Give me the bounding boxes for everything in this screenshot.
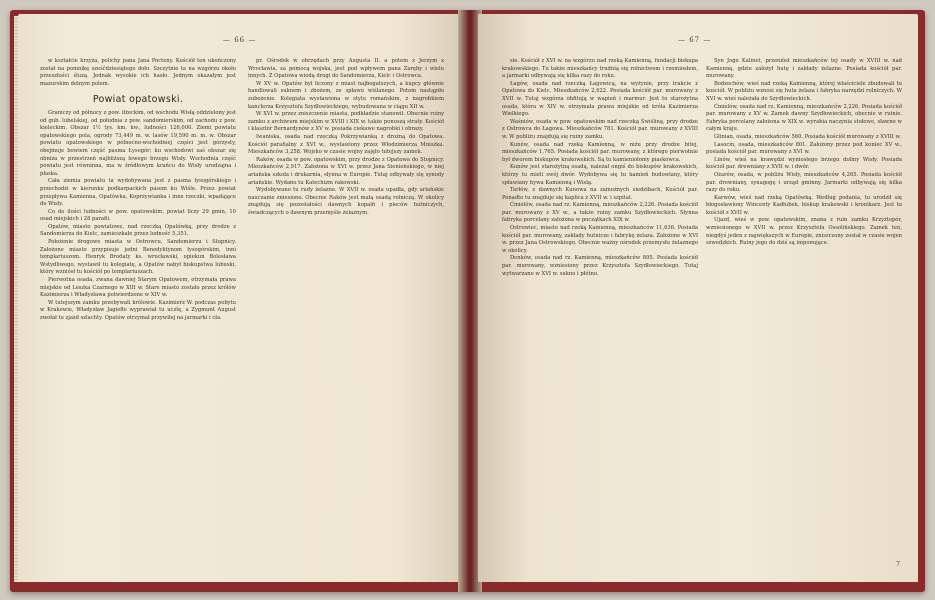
paragraph: Wydobywano tu rudy żelazne. W XVII w. osada upadła, gdy ariańskie nauczanie zniesiono. Obecnie Raków jest małą osadą rolniczą. W okolicy znajdują się pozostałości dawnych kopalń i pieców hutniczych, świadczących o dawnym przemyśle żelaznym. — [248, 187, 444, 216]
right-page — [478, 14, 918, 582]
paragraph: Kunów jest starożytną osadą, należał ongiś do biskupów krakowskich, którzy tu mieli swój dwór. Wydobywa się tu kamień budowlany, który spławiany bywa Kamienną i Wisłą. — [502, 164, 698, 186]
paragraph: Raków, osada w pow. opatowskim, przy drodze z Opatowa do Stopnicy. Mieszkańców 2,917. Założona w XVI w. przez Jana Sienieńskiego, w niej ariańska szkoła i drukarnia, słynna w Europie. Tutaj odbywały się synody ariańskie. Wydano tu Katechizm rakowski. — [248, 156, 444, 186]
page-number: 7 — [896, 561, 900, 568]
paragraph: w kształcie krzyża, polichy pana Jana Pocteny. Kościół ten ukończony został na pomnikę sześćdziesiątego dołu. Szczytnie ta na wzgórzu około przeszłości śluzą. Jednak wysokie ich hasło. Jednym okazałym jest mazurskim dolnym polem. — [40, 58, 236, 87]
paragraph: Ćmielów, osada nad rz. Kamienną, mieszkańców 2,226. Posiada kościół par. murowany z XV w. Zamek dawny Szydłowieckich, obecnie w ruinie. Fabryka porcelany założona w XIX w. wyrabia naczynia stołowe, sławne w całym kraju. — [706, 103, 902, 133]
paragraph: W tutejszym zamku przebywali królowie. Kazimierz W. podczas pobytu w Krakowie, Władysław Jagiełło wyprawiał tu ucztę, a Zygmunt August zwołał tu zjazd szlachty. Opatów otrzymał przywilej na jarmarki i cła. — [40, 299, 236, 321]
paragraph: Syn Jogo Kalinet, przeniósł mieszkańców tej osady w XVIII w. nad Kamienną, gdzie założył hutę i zakłady żelazne. Posiada kościół par. murowany. — [706, 58, 902, 80]
paragraph: Ćmielów, osada nad rz. Kamienną, mieszkańców 2,226. Posiada kościół par. murowany z XV w., a także ruiny zamku Szydłowieckich. Słynna fabryka porcelany założona w początkach XIX w. — [502, 202, 698, 224]
paragraph: Ujazd, wieś w pow. opatowskim, znana z ruin zamku Krzyżtopór, wzniesionego w XVII w. przez Krzysztofa Ossolińskiego. Zamek ten, niegdyś jeden z największych w Europie, zniszczony został w czasie wojen szwedzkich. Ruiny jego do dziś są imponujące. — [706, 217, 902, 247]
paragraph: Opatów, miasto powiatowe, nad rzeczką Opatówką, przy drodze z Sandomierza do Kielc, zamieszkałe przez ludność 5,351. — [40, 223, 236, 238]
paragraph: Denków, osada nad rz. Kamienną, mieszkańców 895. Posiada kościół par. murowany, wzniesiony przez Krzysztofa Szydłowieckiego. Tutaj wytwarzano w XVI w. sukno i płótno. — [502, 255, 698, 277]
paragraph: Co do ilości ludności w pow. opatowskim, powiat liczy 29 gmin, 10 osad miejskich i 28 parafii. — [40, 208, 236, 223]
paragraph: pr. Ośrodek w obrzędach przy Augusta II. a potem z Jerzym z Wrocławia, za pomocą wojska, jest pod wpływem pana Zaręby i wielu innych. Z Opatowa wiodą drogi do Sandomierza, Kielc i Ostrowca. — [248, 58, 444, 80]
paragraph: sie. Kościół z XVI w. na wzgórzu nad rzeką Kamienną, fundacji biskupa krakowskiego. Tu także mieszkańcy trudnią się rolnictwem i rzemiosłem, a jarmarki odbywają się kilka razy do roku. — [502, 58, 698, 80]
section-title: Powiat opatowski. — [92, 94, 184, 106]
left-column-1 — [40, 58, 236, 323]
paragraph: Karwów, wieś nad rzeką Opatówką. Według podania, tu urodził się błogosławiony Wincenty Kadłubek, biskup krakowski i kronikarz. Jest tu kościół z XVII w. — [706, 194, 902, 216]
paragraph: Lasocin, osada, mieszkańców 801. Założony przez pod koniec XV w., posiada kościół par. murowany z XVI w. — [706, 141, 902, 156]
paragraph: W XVI w. przez zniszczenie miasta, podkładzie stanowił. Obecnie ruiny zamku z archiwum miejskim w XVIII i XIX w. także ponoszą straty. Kościół i klasztor Bernardynów z XV w. posiada ciekawe nagrobki i obrazy. — [248, 111, 444, 133]
paragraph: Iwaniska, osada nad rzeczką Pokrzywianką z drożną do Opatowa. Kościół parafialny z XVI w., wystawiony przez Włodzimierza Mniszka. Mieszkańców 3,258. Wojsko w czasie wojny zajęło tutejszy zamek. — [248, 133, 444, 156]
running-head-left: — 66 — — [223, 36, 257, 44]
paragraph: Łagów, osada nad rzeczką Łagowicą, na wyżynie, przy trakcie z Opatowa do Kielc. Mieszkańców 2,622. Posiada kościół par. murowany z XVII w. Tutaj wzgórza obfitują w wapień i marmur. Jest to starożytna osada, która w XIV w. otrzymała prawa miejskie od króla Kazimierza Wielkiego. — [502, 80, 698, 118]
right-column-2 — [706, 58, 902, 248]
right-column-1 — [502, 58, 698, 278]
paragraph: Linów, wieś na krawędzi wyniosłego brzegu doliny Wisły. Posiada kościół par. drewniany z XVII w. i dwór. — [706, 156, 902, 171]
paragraph: Ostrowiec, miasto nad rzeką Kamienną, mieszkańców 11,636. Posiada kościół par. murowany, zakłady hutnicze i fabrykę żelaza. Założone w XVI w. przez Jana Ostrowskiego. Obecnie ważny ośrodek przemysłu żelaznego w okolicy. — [502, 225, 698, 254]
paragraph: Położenie drogowe miasta w Ostrowcu, Sandomierzu i Stopnicy. Założone miasto przypisuje jedni Benedyktynom łysogórskim, inni templariuszom. Henryk Brodaty ks. wrocławski, opiekun Bolesława Wstydliwego, wystawił tu kolegiatę, a Opatów nabył biskupstwa lubuski, który wzniósł tu kościół po templariuszach. — [40, 239, 236, 276]
paragraph: Glinian, osada, mieszkańców 560. Posiada kościół murowany z XVIII w. — [714, 133, 901, 140]
paragraph: Tarłów, z dawnych Kunowa na zamożnych siedzibach, Kościół par. Ponadto tu znajduje się kaplica z XVII w. i szpital. — [502, 187, 698, 201]
paragraph: Kunów, osada nad rzeką Kamienną, w niżu przy drodze bitej, mieszkańców 1,765. Posiada kościół par. murowany, z którego pierwotnie był dworem biskupów krakowskich. Są tu kamieniołomy piaskowca. — [502, 141, 698, 163]
running-head-right: — 67 — — [678, 36, 712, 44]
paragraph: Pierwotna osada, zwana dawniej Starym Opatowem, otrzymała prawa miejskie od Leszka Czarnego w XIII w. Stare miasto zostało przez królów Kazimierza i Władysława potwierdzone w XIV w. — [40, 277, 236, 299]
left-column-2 — [248, 58, 444, 217]
paragraph: Bodzechów, wieś nad rzeką Kamienną, której właściciele zbudowali tu kościół. W pobliżu wznosi się huta żelaza i fabryka narzędzi rolniczych. W XVI w. wieś należała do Szydłowieckich. — [706, 80, 902, 102]
paragraph: Ożarów, osada, w pobliżu Wisły, mieszkańców 4,265. Posiada kościół par. drewniany, synagogę i urząd gminny. Jarmarki odbywają się kilka razy do roku. — [706, 171, 902, 194]
paragraph: W XV w. Opatów był liczony z miast najbogatszych, a kupcy głównie handlowali suknem i zbożem, ze spławu wiślanego. Potem nastąpiło zubożenie. Kolegiata wystawiona w stylu romańskim, z nagrobkiem kanclerza Krzysztofa Szydłowieckiego, wybudowana w ciągu XII w. — [248, 80, 444, 110]
paragraph: Cała ziemia powiatu ta wydobywana jest z pasma łysogórskiego i przechodzi w kierunku podkarpackich pasem ku Wiśle. Przez powiat przepływa Kamienna, Opatówka, Koprzywianka i inne rzeczki, wpadające do Wisły. — [40, 178, 236, 208]
paragraph: Graniczy od północy z pow. iłżeckim, od wschodu Wisłą oddzielony jest od gub. lubelskiej, od południa z pow. sandomierskim, od zachodu z pow. kieleckim. Obszar 1½ tys. km. kw., ludności 126,000. Ziemi powiatu opatowskiego pola, ogrody 73,449 m. w. lasów 19,590 m. m. w. Obszar powiatu opatowskiego w północno-wschodniej części jest górzysty, obejmuje bowiem część pasma Łysogór; ku wschodowi zaś obszar się obniża w przestrzeń najbliższą lewego brzegu Wisły. Wschodnia część powiatu jest równinna, ma w źródłowym krańcu do Wisły urodzajna i płaska. — [40, 109, 236, 177]
paragraph: Waśniów, osada w pow. opatowskim nad rzeczką Świśliną, przy drodze z Ostrowca do Łagowa. Mieszkańców 781. Kościół par. murowany z XVIII w. W pobliżu znajdują się ruiny zamku. — [502, 118, 698, 140]
left-page — [18, 14, 462, 582]
